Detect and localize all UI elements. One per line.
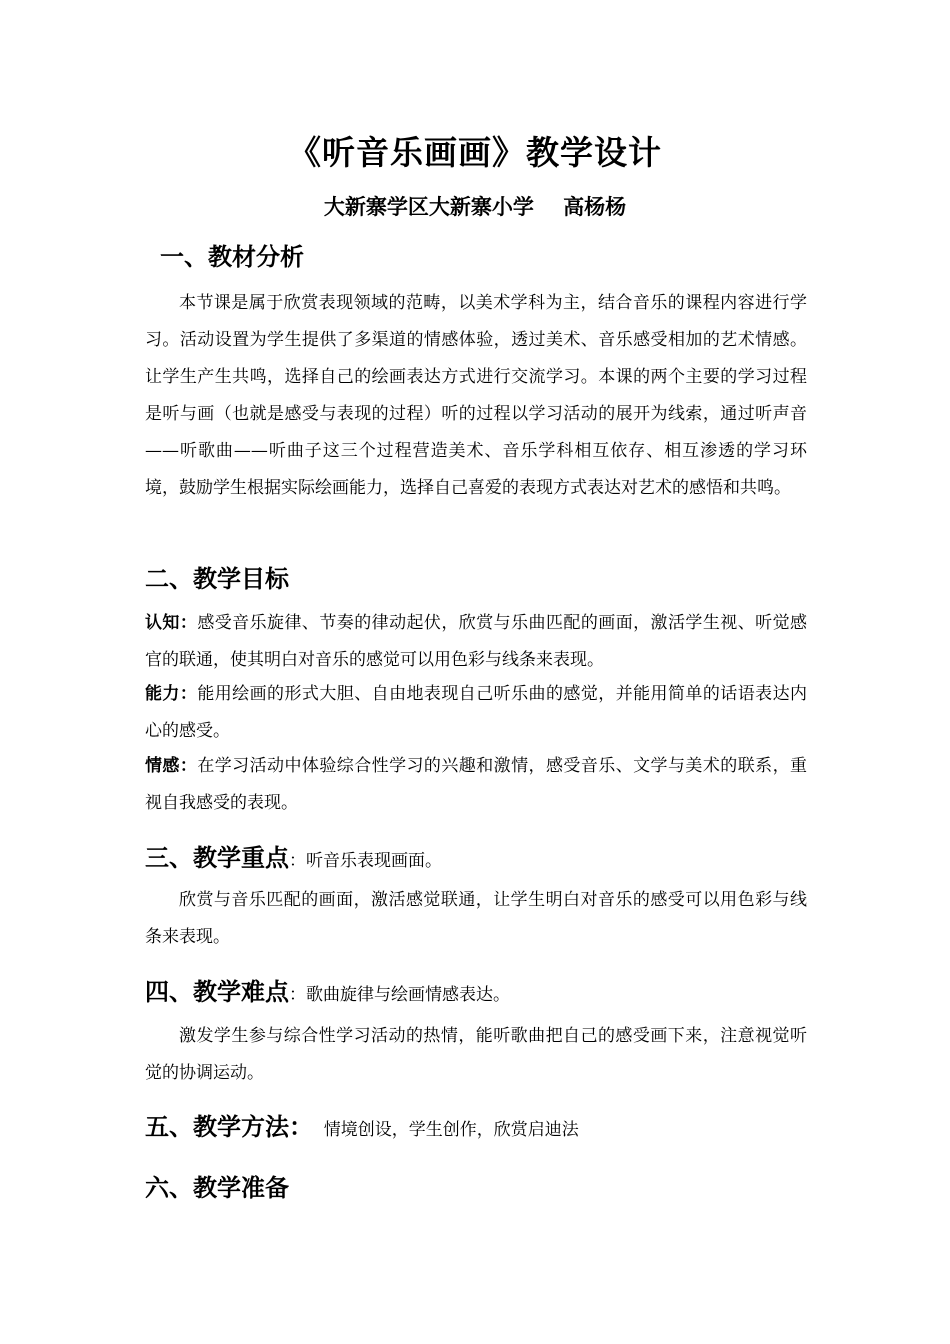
material-analysis-paragraph: 本节课是属于欣赏表现领域的范畴，以美术学科为主，结合音乐的课程内容进行学习。活动设置为学生提供了多渠道的情感体验，透过美术、音乐感受相加的艺术情感。让学生产生共鸣，选择自己的绘画表达方式进行交流学习。本课的两个主要的学习过程是听与画（也就是感受与表现的过程）听的过程以学习活动的展开为线索，通过听声音——听歌曲——听曲子这三个过程营造美术、音乐学科相互依存、相互渗透的学习环境，鼓励学生根据实际绘画能力，选择自己喜爱的表现方式表达对艺术的感悟和共鸣。 xyxy=(145,293,807,498)
difficulties-inline: ：歌曲旋律与绘画情感表达。 xyxy=(289,985,510,1005)
section-heading-material-analysis: 一、教材分析 xyxy=(160,243,304,271)
objective-ability xyxy=(145,676,807,750)
difficulties-paragraph: 激发学生参与综合性学习活动的热情，能听歌曲把自己的感受画下来，注意视觉听觉的协调运动。 xyxy=(145,1026,807,1083)
methods-inline: 情境创设，学生创作，欣赏启迪法 xyxy=(313,1120,579,1140)
section-heading-key-points xyxy=(145,838,442,873)
objective-label: 情感： xyxy=(145,756,198,776)
author-line: 大新寨学区大新寨小学 高杨杨 xyxy=(323,195,627,219)
section-heading-preparation: 六、教学准备 xyxy=(145,1174,289,1202)
objective-cognition xyxy=(145,605,807,679)
key-points-inline: ：听音乐表现画面。 xyxy=(289,851,442,871)
document-title: 《听音乐画画》教学设计 xyxy=(288,133,662,172)
section-heading-difficulties xyxy=(145,972,510,1007)
objective-emotion xyxy=(145,748,807,822)
objective-label: 认知： xyxy=(145,613,198,633)
objective-text: 能用绘画的形式大胆、自由地表现自己听乐曲的感觉，并能用简单的话语表达内心的感受。 xyxy=(145,684,808,741)
section-heading-methods xyxy=(145,1107,579,1142)
key-points-paragraph: 欣赏与音乐匹配的画面，激活感觉联通，让学生明白对音乐的感受可以用色彩与线条来表现。 xyxy=(145,890,807,947)
objective-text: 在学习活动中体验综合性学习的兴趣和激情，感受音乐、文学与美术的联系，重视自我感受的表现。 xyxy=(145,756,808,813)
key-points-heading: 三、教学重点 xyxy=(145,844,289,872)
objective-label: 能力： xyxy=(145,684,198,704)
difficulties-heading: 四、教学难点 xyxy=(145,978,289,1006)
methods-heading: 五、教学方法： xyxy=(145,1113,313,1141)
objective-text: 感受音乐旋律、节奏的律动起伏，欣赏与乐曲匹配的画面，激活学生视、听觉感官的联通，使其明白对音乐的感觉可以用色彩与线条来表现。 xyxy=(145,613,808,670)
section-heading-objectives: 二、教学目标 xyxy=(145,565,289,593)
